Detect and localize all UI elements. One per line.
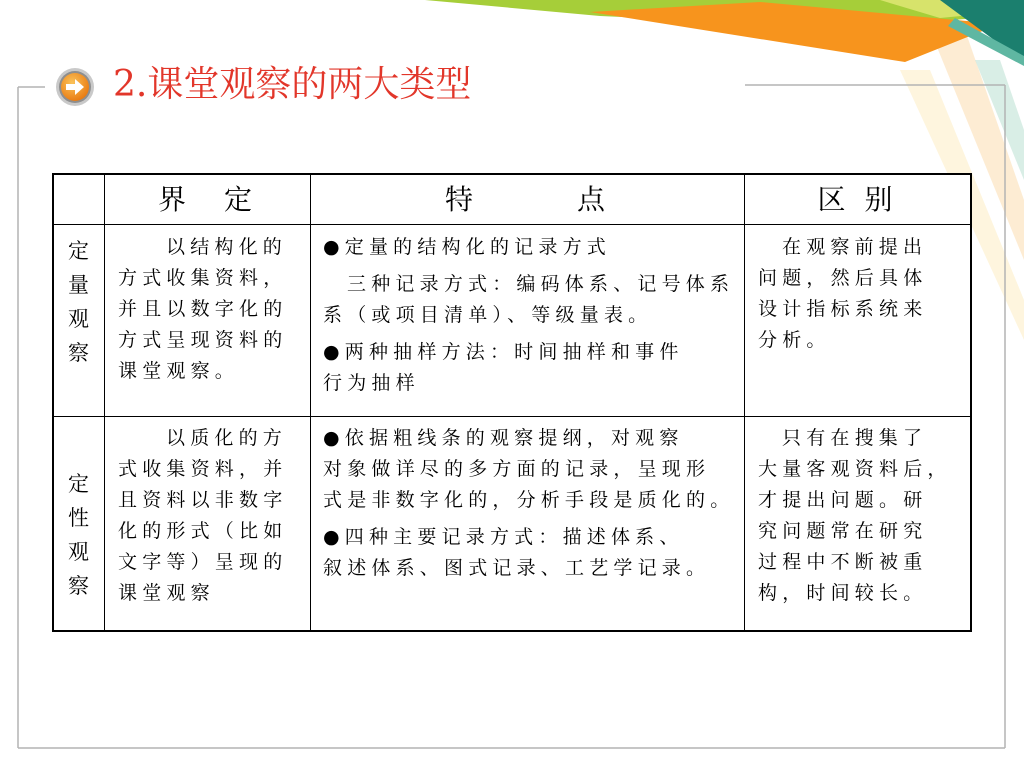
definition-line: 并且以数字化的 xyxy=(118,298,288,320)
header-cell-features: 特 点 xyxy=(311,175,745,225)
difference-line: 构，时间较长。 xyxy=(758,582,928,604)
slide-title: 2.课堂观察的两大类型 xyxy=(113,64,472,105)
difference-line: 在观察前提出 xyxy=(782,236,928,258)
difference-line: 大量客观资料后， xyxy=(758,458,952,480)
difference-line: 究问题常在研究 xyxy=(758,520,928,542)
features-line: ●四种主要记录方式：描述体系、 xyxy=(323,526,684,548)
features-line: 系（或项目清单）、等级量表。 xyxy=(323,304,653,326)
row-label: 定性观察 xyxy=(68,472,89,598)
difference-line: 才提出问题。研 xyxy=(758,489,928,511)
header-cell-definition: 界 定 xyxy=(105,175,311,225)
header-cell-empty xyxy=(54,175,105,225)
arrow-right-circle-icon xyxy=(55,67,95,107)
definition-line: 化的形式（比如 xyxy=(118,520,288,542)
features-paragraph xyxy=(323,423,744,516)
features-line: ●两种抽样方法：时间抽样和事件 xyxy=(323,341,684,363)
difference-cell-qualitative xyxy=(745,417,970,630)
row-label: 定量观察 xyxy=(68,239,89,365)
comparison-table xyxy=(52,173,972,632)
features-cell-quantitative xyxy=(311,225,745,417)
features-line: ●依据粗线条的观察提纲，对观察 xyxy=(323,427,684,449)
features-line: 行为抽样 xyxy=(323,372,420,394)
definition-line: 以质化的方 xyxy=(166,427,288,449)
features-line: 对象做详尽的多方面的记录，呈现形 xyxy=(323,458,711,480)
definition-line: 文字等）呈现的 xyxy=(118,551,288,573)
features-line: 三种记录方式：编码体系、记号体系 xyxy=(347,273,735,295)
difference-cell-quantitative xyxy=(745,225,970,417)
definition-line: 式收集资料，并 xyxy=(118,458,288,480)
features-paragraph xyxy=(323,269,744,331)
difference-line: 问题，然后具体 xyxy=(758,267,928,289)
row-label-cell-qualitative xyxy=(54,417,105,630)
difference-line: 只有在搜集了 xyxy=(782,427,928,449)
definition-line: 方式呈现资料的 xyxy=(118,329,288,351)
features-line: 叙述体系、图式记录、工艺学记录。 xyxy=(323,557,711,579)
definition-line: 以结构化的 xyxy=(166,236,288,258)
features-line: 式是非数字化的，分析手段是质化的。 xyxy=(323,489,735,511)
definition-line: 且资料以非数字 xyxy=(118,489,288,511)
features-paragraph xyxy=(323,232,744,263)
row-label-cell-quantitative xyxy=(54,225,105,417)
definition-line: 课堂观察。 xyxy=(118,360,240,382)
features-cell-qualitative xyxy=(311,417,745,630)
definition-cell-quantitative xyxy=(105,225,311,417)
features-paragraph xyxy=(323,522,744,584)
difference-line: 设计指标系统来 xyxy=(758,298,928,320)
difference-line: 过程中不断被重 xyxy=(758,551,928,573)
header-cell-difference: 区 别 xyxy=(745,175,970,225)
features-line: ●定量的结构化的记录方式 xyxy=(323,236,611,258)
definition-line: 课堂观察 xyxy=(118,582,215,604)
definition-line: 方式收集资料， xyxy=(118,267,288,289)
features-paragraph xyxy=(323,337,744,399)
definition-cell-qualitative xyxy=(105,417,311,630)
difference-line: 分析。 xyxy=(758,329,831,351)
